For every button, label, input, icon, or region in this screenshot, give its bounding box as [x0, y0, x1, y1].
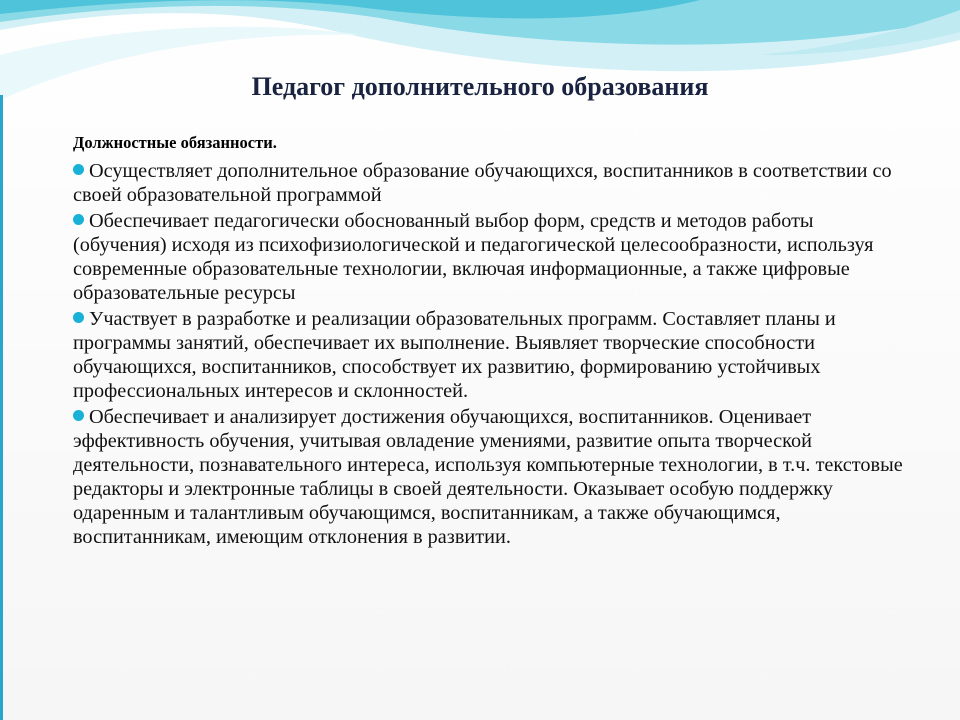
- list-item-text: Осуществляет дополнительное образование обучающихся, воспитанников в соответствии со своей образовательной программой: [73, 160, 892, 206]
- slide-title: Педагог дополнительного образования: [251, 72, 709, 101]
- list-item: [73, 405, 903, 549]
- wave-decoration: [0, 0, 960, 125]
- list-item-text: Обеспечивает и анализирует достижения обучающихся, воспитанников. Оценивает эффективность обучения, учитывая овладение умениями, развитие опыта творческой деятельности, познавательного интереса, используя компьютерные технологии, в т.ч. текстовые редакторы и электронные таблицы в своей деятельности. Оказывает особую поддержку одаренным и талантливым обучающимся, воспитанникам, а также обучающимся, воспитанникам, имеющим отклонения в развитии.: [73, 406, 903, 548]
- bullet-dot-icon: [73, 164, 84, 175]
- list-item: [73, 307, 903, 403]
- list-item-text: Обеспечивает педагогически обоснованный выбор форм, средств и методов работы (обучения) исходя из психофизиологической и педагогической целесообразности, используя современные образовательные технологии, включая информационные, а также цифровые образовательные ресурсы: [73, 210, 874, 304]
- list-item-text: Участвует в разработке и реализации образовательных программ. Составляет планы и программы занятий, обеспечивает их выполнение. Выявляет творческие способности обучающихся, воспитанников, способствует их развитию, формированию устойчивых профессиональных интересов и склонностей.: [73, 308, 836, 402]
- duties-list: [73, 159, 903, 549]
- list-item: [73, 209, 903, 305]
- bullet-dot-icon: [73, 312, 84, 323]
- section-subtitle: Должностные обязанности.: [73, 133, 277, 152]
- list-item: [73, 159, 903, 207]
- left-edge-line: [0, 95, 3, 720]
- bullet-dot-icon: [73, 214, 84, 225]
- slide-content: [73, 133, 903, 551]
- bullet-dot-icon: [73, 410, 84, 421]
